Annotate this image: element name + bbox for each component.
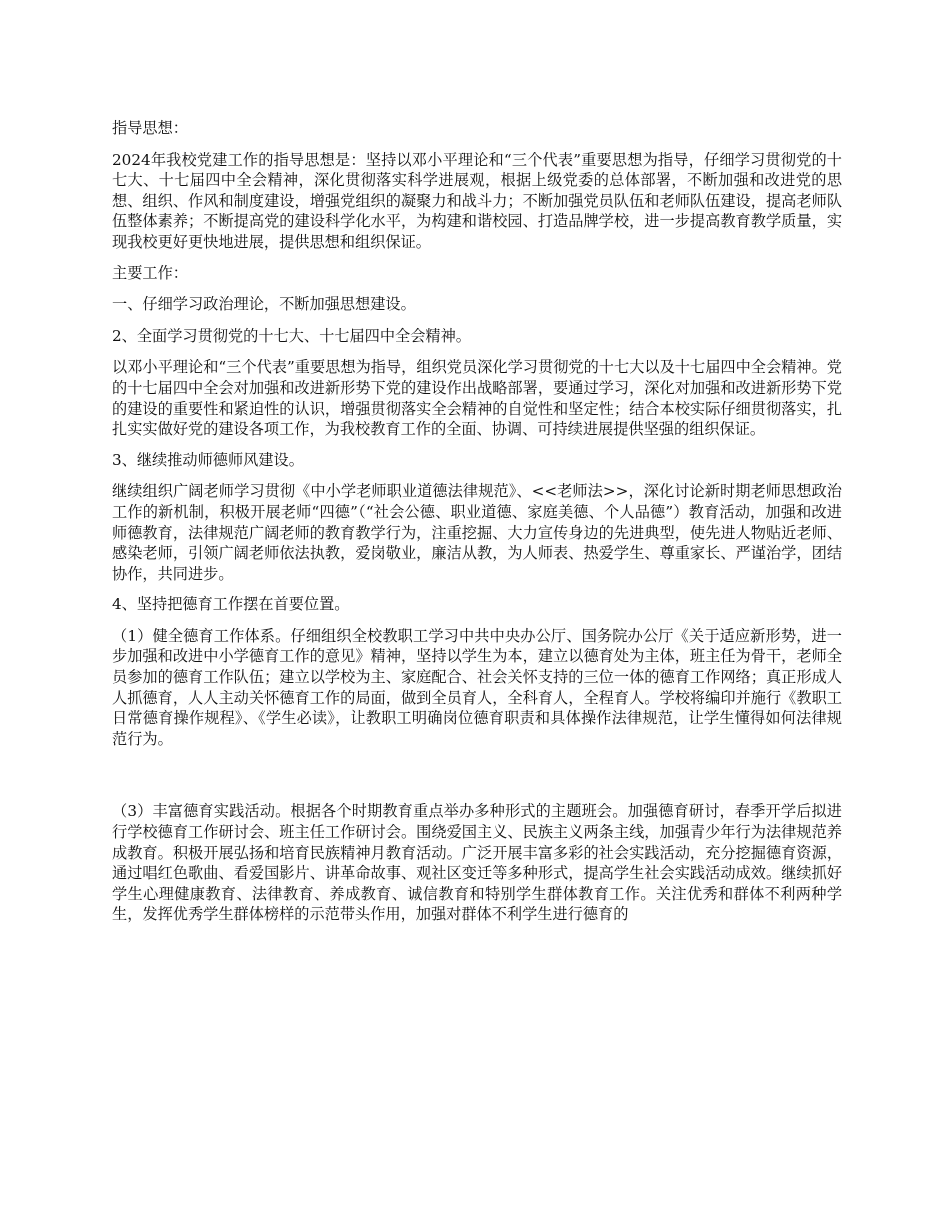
section3-paragraph: 继续组织广阔老师学习贯彻《中小学老师职业道德法律规范》、<<老师法>>，深化讨论新时期老师思想政治工作的新机制，积极开展老师“四德”（“社会公德、职业道德、家庭美德、个人品德”）教育活动，加强和改进师德教育，法律规范广阔老师的教育教学行为，注重挖掘、大力宣传身边的先进典型，使先进人物贴近老师、感染老师，引领广阔老师依法执教，爱岗敬业，廉洁从教，为人师表、热爱学生、尊重家长、严谨治学，团结协作，共同进步。 (112, 482, 842, 583)
section3-heading: 3、继续推动师德师风建设。 (112, 450, 304, 469)
section4-item3-paragraph: （3）丰富德育实践活动。根据各个时期教育重点举办多种形式的主题班会。加强德育研讨，春季开学后拟进行学校德育工作研讨会、班主任工作研讨会。围绕爱国主义、民族主义两条主线，加强青少年行为法律规范养成教育。积极开展弘扬和培育民族精神月教育活动。广泛开展丰富多彩的社会实践活动，充分挖掘德育资源，通过唱红色歌曲、看爱国影片、讲革命故事、观社区变迁等多种形式，提高学生社会实践活动成效。继续抓好学生心理健康教育、法律教育、养成教育、诚信教育和特别学生群体教育工作。关注优秀和群体不利两种学生，发挥优秀学生群体榜样的示范带头作用，加强对群体不利学生进行德育的 (112, 802, 842, 924)
document-page (112, 118, 842, 935)
section4-heading: 4、坚持把德育工作摆在首要位置。 (112, 595, 350, 614)
main-work-label: 主要工作： (112, 263, 188, 282)
guiding-label: 指导思想： (112, 119, 188, 137)
section2-paragraph: 以邓小平理论和“三个代表”重要思想为指导，组织党员深化学习贯彻党的十七大以及十七届四中全会精神。党的十七届四中全会对加强和改进新形势下党的建设作出战略部署，要通过学习，深化对加强和改进新形势下党的建设的重要性和紧迫性的认识，增强贯彻落实全会精神的自觉性和坚定性；结合本校实际仔细贯彻落实，扎扎实实做好党的建设各项工作，为我校教育工作的全面、协调、可持续进展提供坚强的组织保证。 (112, 358, 842, 439)
section2-heading: 2、全面学习贯彻党的十七大、十七届四中全会精神。 (112, 326, 471, 345)
blank-gap (112, 759, 842, 801)
guiding-paragraph: 2024年我校党建工作的指导思想是：坚持以邓小平理论和“三个代表”重要思想为指导，仔细学习贯彻党的十七大、十七届四中全会精神，深化贯彻落实科学进展观，根据上级党委的总体部署，不断加强和改进党的思想、组织、作风和制度建设，增强党组织的凝聚力和战斗力；不断加强党员队伍和老师队伍建设，提高老师队伍整体素养；不断提高党的建设科学化水平，为构建和谐校园、打造品牌学校，进一步提高教育教学质量，实现我校更好更快地进展，提供思想和组织保证。 (112, 150, 842, 251)
section1-heading: 一、仔细学习政治理论，不断加强思想建设。 (112, 295, 416, 314)
section4-item1-paragraph: （1）健全德育工作体系。仔细组织全校教职工学习中共中央办公厅、国务院办公厅《关于适应新形势，进一步加强和改进中小学德育工作的意见》精神，坚持以学生为本，建立以德育处为主体，班主任为骨干，老师全员参加的德育工作队伍；建立以学校为主、家庭配合、社会关怀支持的三位一体的德育工作网络；真正形成人人抓德育，人人主动关怀德育工作的局面，做到全员育人，全科育人，全程育人。学校将编印并施行《教职工日常德育操作规程》、《学生必读》，让教职工明确岗位德育职责和具体操作法律规范，让学生懂得如何法律规范行为。 (112, 626, 842, 748)
